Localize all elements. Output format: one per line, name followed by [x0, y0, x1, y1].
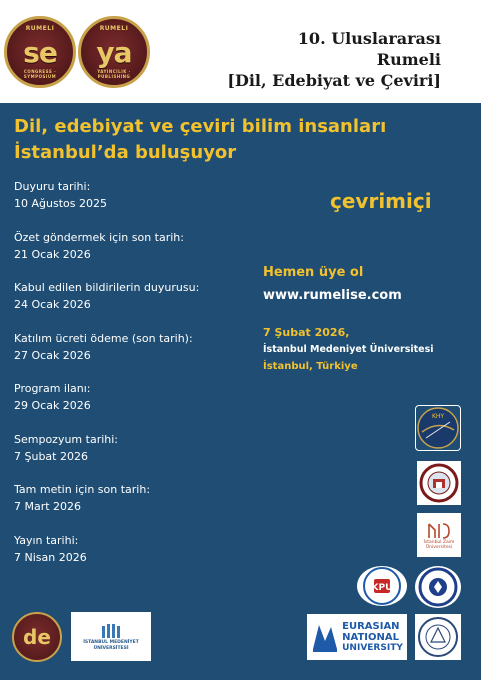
date-value: 27 Ocak 2026	[14, 348, 91, 362]
istanbul-medeniyet-logo	[71, 612, 151, 661]
eurasian-text-line2: NATIONAL	[342, 631, 399, 643]
logo-ring-text: RUMELI	[99, 25, 129, 32]
conference-title	[227, 28, 441, 91]
event-venue: İstanbul Medeniyet Üniversitesi	[263, 344, 434, 355]
date-value: 29 Ocak 2026	[14, 399, 91, 412]
headline-line1: Dil, edebiyat ve çeviri bilim insanları	[14, 116, 387, 137]
headline-line2: İstanbul’da buluşuyor	[14, 142, 237, 163]
date-value: 7 Mart 2026	[14, 500, 82, 513]
rumeli-ya-logo	[78, 16, 150, 88]
eurasian-text-line1: EURASIAN	[342, 620, 400, 632]
date-label: Program ilanı:	[14, 382, 91, 395]
date-value: 7 Şubat 2026	[14, 449, 88, 463]
header-banner	[0, 0, 481, 103]
join-text: Hemen üye ol	[263, 265, 364, 280]
date-item	[14, 178, 244, 229]
date-item	[14, 279, 244, 330]
date-label: Duyuru tarihi:	[14, 180, 91, 193]
date-label: Kabul edilen bildirilerin duyurusu:	[14, 281, 200, 294]
website-link[interactable]: www.rumelise.com	[263, 288, 402, 303]
eurasian-national-university-logo	[307, 614, 407, 660]
kpu-logo-text: KPU	[371, 583, 393, 593]
logo-ring-text: CONGRESS · SYMPOSIUM	[23, 69, 57, 79]
date-label: Yayın tarihi:	[14, 533, 79, 547]
national-university-seal-logo	[415, 614, 461, 660]
aydin-icon	[418, 567, 458, 607]
important-dates-list	[14, 178, 244, 582]
kpu-logo	[357, 566, 407, 606]
kpu-icon	[362, 566, 402, 606]
date-item	[14, 229, 244, 280]
logo-letters: ya	[96, 35, 132, 69]
date-label: Sempozyum tarihi:	[14, 432, 119, 446]
date-item	[14, 380, 244, 431]
istanbul-aydin-logo	[415, 566, 461, 608]
zaim-logo-text: İstanbul Zaim Üniversitesi	[423, 540, 455, 550]
date-item	[14, 532, 244, 583]
eurasian-text-line3: UNIVERSITY	[342, 642, 403, 653]
rumeli-se-logo	[4, 16, 76, 88]
university-crest-logo	[417, 461, 461, 505]
date-value: 24 Ocak 2026	[14, 298, 91, 311]
logo-ring-text: RUMELI	[25, 25, 55, 32]
conference-title-line2: Rumeli	[376, 50, 441, 69]
medeniyet-text-line2: ÜNİVERSİTESİ	[93, 645, 129, 651]
conference-title-line3: [Dil, Edebiyat ve Çeviri]	[227, 71, 441, 90]
date-value: 21 Ocak 2026	[14, 247, 91, 261]
date-label: Özet göndermek için son tarih:	[14, 230, 184, 244]
logo-letters: se	[23, 35, 57, 69]
date-item	[14, 330, 244, 381]
headline	[14, 114, 386, 166]
istanbul-zaim-logo	[417, 513, 461, 557]
khy-logo	[415, 405, 461, 451]
logo-ring-text: YAYINCILIK · PUBLISHING	[97, 69, 131, 79]
khy-logo-icon	[416, 406, 460, 450]
khy-logo-text: KHY	[431, 413, 445, 420]
date-value: 7 Nisan 2026	[14, 550, 87, 564]
medeniyet-text-line1: İSTANBUL MEDENİYET	[83, 639, 139, 645]
date-label: Katılım ücreti ödeme (son tarih):	[14, 331, 193, 345]
eurasian-emblem-icon	[311, 619, 339, 655]
crest-icon	[419, 463, 459, 503]
conference-title-line1: 10. Uluslararası	[297, 29, 441, 48]
date-value: 10 Ağustos 2025	[14, 197, 107, 210]
online-label: çevrimiçi	[330, 189, 432, 213]
event-date: 7 Şubat 2026,	[263, 326, 350, 339]
logo-letters: de	[23, 625, 51, 649]
event-city: İstanbul, Türkiye	[263, 361, 358, 372]
date-item	[14, 431, 244, 482]
date-item	[14, 481, 244, 532]
date-label: Tam metin için son tarih:	[14, 483, 151, 496]
rumeli-de-logo	[12, 612, 62, 662]
national-seal-icon	[417, 616, 459, 658]
zaim-icon	[426, 520, 452, 540]
medeniyet-columns-icon	[100, 622, 122, 640]
